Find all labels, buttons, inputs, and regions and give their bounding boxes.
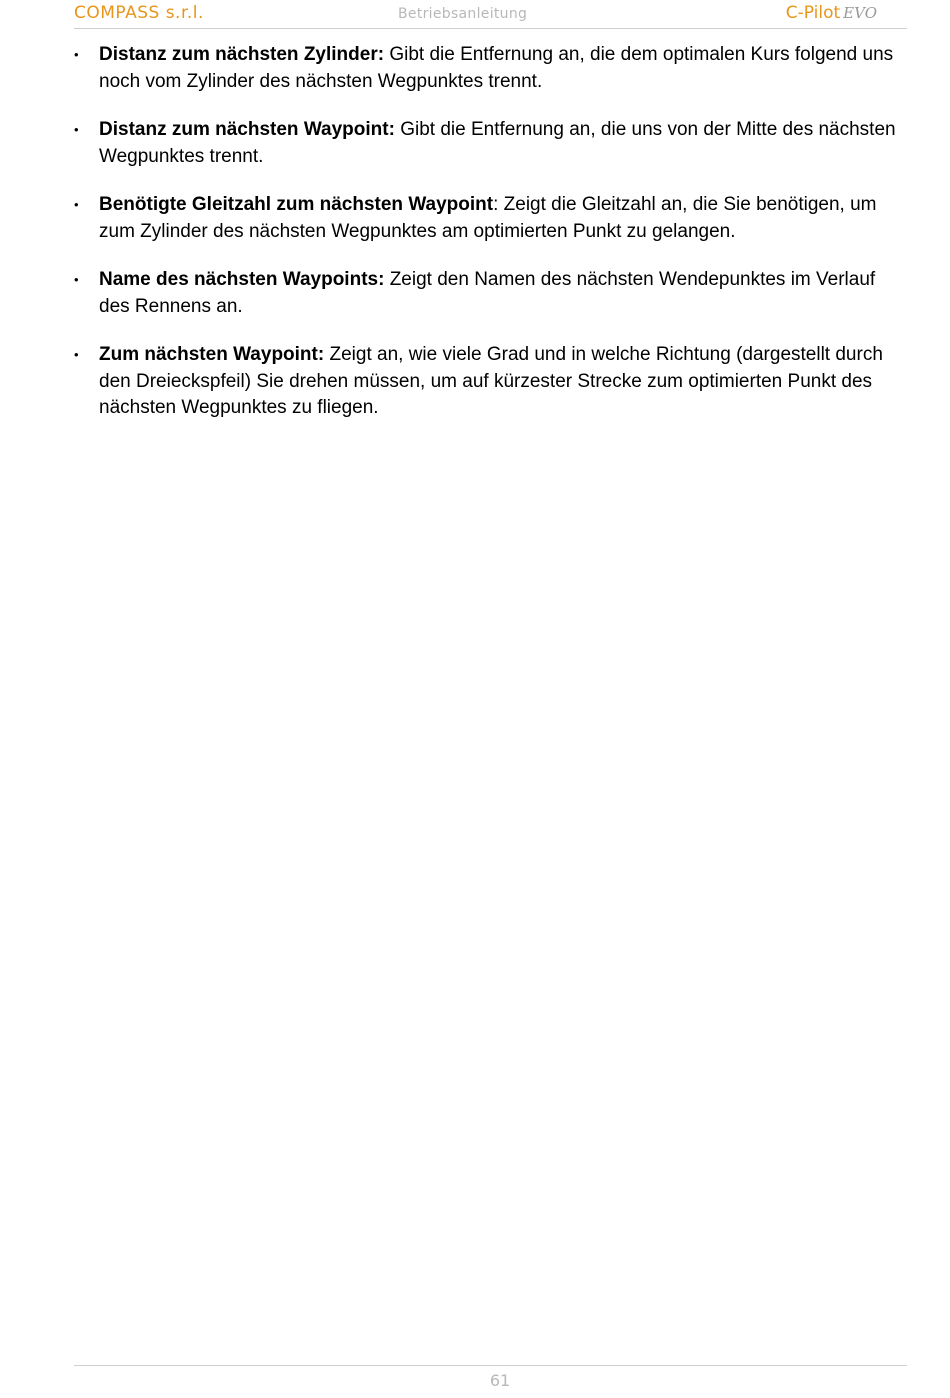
document-title: Betriebsanleitung [398,6,528,22]
item-term: Distanz zum nächsten Zylinder: [99,44,385,65]
page-header [74,0,907,29]
list-item [74,42,910,95]
page-number: 61 [489,1371,511,1390]
item-term: Zum nächsten Waypoint: [99,344,325,365]
footer-divider [74,1365,907,1366]
list-item [74,342,910,422]
item-term: Name des nächsten Waypoints: [99,269,385,290]
product-logo [786,3,877,23]
item-description: Gibt die Entfernung an, die dem optimalen Kurs folgend uns noch vom Zylinder des nächsten Wegpunktes trennt. [99,44,894,92]
list-item [74,267,910,320]
page-content [74,42,910,444]
item-description: : Zeigt die Gleitzahl an, die Sie benötigen, um zum Zylinder des nächsten Wegpunktes am optimierten Punkt zu gelangen. [99,194,877,242]
bullet-icon: • [74,197,79,212]
company-logo-text: COMPASS s.r.l. [74,3,204,23]
bullet-icon: • [74,47,79,62]
bullet-icon: • [74,347,79,362]
item-term: Distanz zum nächsten Waypoint: [99,119,395,140]
bullet-icon: • [74,122,79,137]
list-item [74,117,910,170]
definition-list [74,42,910,422]
list-item [74,192,910,245]
item-description: Gibt die Entfernung an, die uns von der Mitte des nächsten Wegpunktes trennt. [99,119,896,167]
bullet-icon: • [74,272,79,287]
product-name: C-Pilot [785,3,841,23]
item-description: Zeigt an, wie viele Grad und in welche Richtung (dargestellt durch den Dreieckspfeil) Sie drehen müssen, um auf kürzester Strecke zum optimierten Punkt des nächsten Wegpunktes zu fliegen. [99,344,883,418]
product-suffix: EVO [843,4,877,22]
item-term: Benötigte Gleitzahl zum nächsten Waypoint [99,194,494,215]
item-description: Zeigt den Namen des nächsten Wendepunktes im Verlauf des Rennens an. [99,269,876,317]
